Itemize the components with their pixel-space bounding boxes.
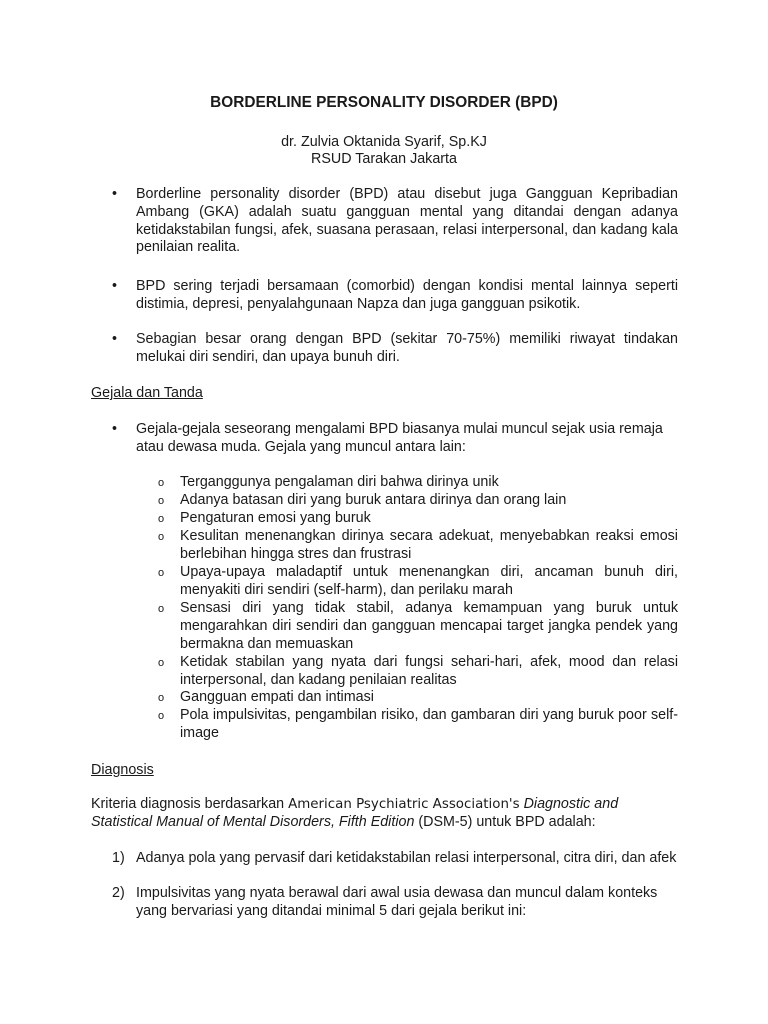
bullet-text: Sebagian besar orang dengan BPD (sekitar 70-75%) memiliki riwayat tindakan melukai diri sendiri, dan upaya bunuh diri. (136, 331, 678, 365)
sub-bullet-marker: o (158, 603, 165, 615)
symptom-item (158, 689, 678, 707)
diagnosis-criterion (112, 885, 682, 921)
symptom-text: Ketidak stabilan yang nyata dari fungsi sehari-hari, afek, mood dan relasi interpersonal, dan kadang penilaian realitas (180, 654, 678, 688)
symptom-item (158, 564, 678, 600)
symptom-item (158, 707, 678, 743)
bullet-marker: • (112, 421, 118, 437)
symptom-item (158, 510, 678, 528)
bullet-marker: • (112, 331, 118, 347)
intro-bullet (112, 278, 678, 314)
section-heading-symptoms: Gejala dan Tanda (91, 385, 203, 401)
symptom-item (158, 492, 678, 510)
section-heading-diagnosis: Diagnosis (91, 762, 154, 778)
symptoms-bullet (112, 421, 678, 457)
criterion-number: 2) (112, 885, 125, 901)
diagnosis-paragraph (91, 796, 681, 832)
symptom-text: Gangguan empati dan intimasi (180, 689, 374, 705)
sub-bullet-marker: o (158, 657, 165, 669)
sub-bullet-marker: o (158, 513, 165, 525)
symptom-text: Terganggunya pengalaman diri bahwa dirinya unik (180, 474, 499, 490)
page-title: BORDERLINE PERSONALITY DISORDER (BPD) (210, 94, 558, 111)
symptom-item (158, 474, 678, 492)
bullet-text: Borderline personality disorder (BPD) atau disebut juga Gangguan Kepribadian Ambang (GKA) adalah suatu gangguan mental yang ditandai dengan adanya ketidakstabilan fungsi, afek, suasana perasaan, relasi interpersonal, dan kadang kala penilaian realita. (136, 186, 678, 256)
author-name: dr. Zulvia Oktanida Syarif, Sp.KJ (281, 134, 487, 150)
sub-bullet-marker: o (158, 531, 165, 543)
bullet-text: Gejala-gejala seseorang mengalami BPD biasanya mulai muncul sejak usia remaja atau dewasa muda. Gejala yang muncul antara lain: (136, 421, 663, 455)
diagnosis-para-suffix: (DSM-5) untuk BPD adalah: (414, 813, 596, 830)
sub-bullet-marker: o (158, 477, 165, 489)
sub-bullet-marker: o (158, 567, 165, 579)
symptom-item (158, 600, 678, 653)
criterion-text: Adanya pola yang pervasif dari ketidakstabilan relasi interpersonal, citra diri, dan afek (136, 850, 677, 866)
symptom-item (158, 654, 678, 690)
bullet-marker: • (112, 278, 118, 294)
criterion-text: Impulsivitas yang nyata berawal dari awal usia dewasa dan muncul dalam konteks yang bervariasi yang ditandai minimal 5 dari gejala berikut ini: (136, 885, 658, 919)
sub-bullet-marker: o (158, 495, 165, 507)
intro-bullet (112, 331, 678, 367)
symptom-text: Sensasi diri yang tidak stabil, adanya kemampuan yang buruk untuk mengarahkan diri sendiri dan gangguan mencapai target jangka pendek yang bermakna dan memuaskan (180, 600, 678, 652)
symptom-text: Pengaturan emosi yang buruk (180, 510, 371, 526)
diagnosis-criterion (112, 850, 682, 868)
symptom-text: Adanya batasan diri yang buruk antara dirinya dan orang lain (180, 492, 567, 508)
author-affiliation: RSUD Tarakan Jakarta (311, 151, 457, 167)
symptom-text: Kesulitan menenangkan dirinya secara adekuat, menyebabkan reaksi emosi berlebihan hingga stres dan frustrasi (180, 528, 678, 562)
diagnosis-para-org: American Psychiatric Association's (288, 797, 520, 812)
diagnosis-para-prefix: Kriteria diagnosis berdasarkan (91, 796, 289, 812)
intro-bullet (112, 186, 678, 257)
symptom-text: Upaya-upaya maladaptif untuk menenangkan diri, ancaman bunuh diri, menyakiti diri sendiri (self-harm), dan perilaku marah (180, 564, 678, 598)
bullet-text: BPD sering terjadi bersamaan (comorbid) dengan kondisi mental lainnya seperti distimia, depresi, penyalahgunaan Napza dan juga gangguan psikotik. (136, 278, 678, 312)
sub-bullet-marker: o (158, 710, 165, 722)
symptom-text: Pola impulsivitas, pengambilan risiko, dan gambaran diri yang buruk poor self-image (180, 707, 678, 741)
sub-bullet-marker: o (158, 692, 165, 704)
criterion-number: 1) (112, 850, 125, 866)
diagnosis-para-manual: Diagnostic and Statistical Manual of Mental Disorders, Fifth Edition (91, 796, 619, 830)
symptom-item (158, 528, 678, 564)
bullet-marker: • (112, 186, 118, 202)
